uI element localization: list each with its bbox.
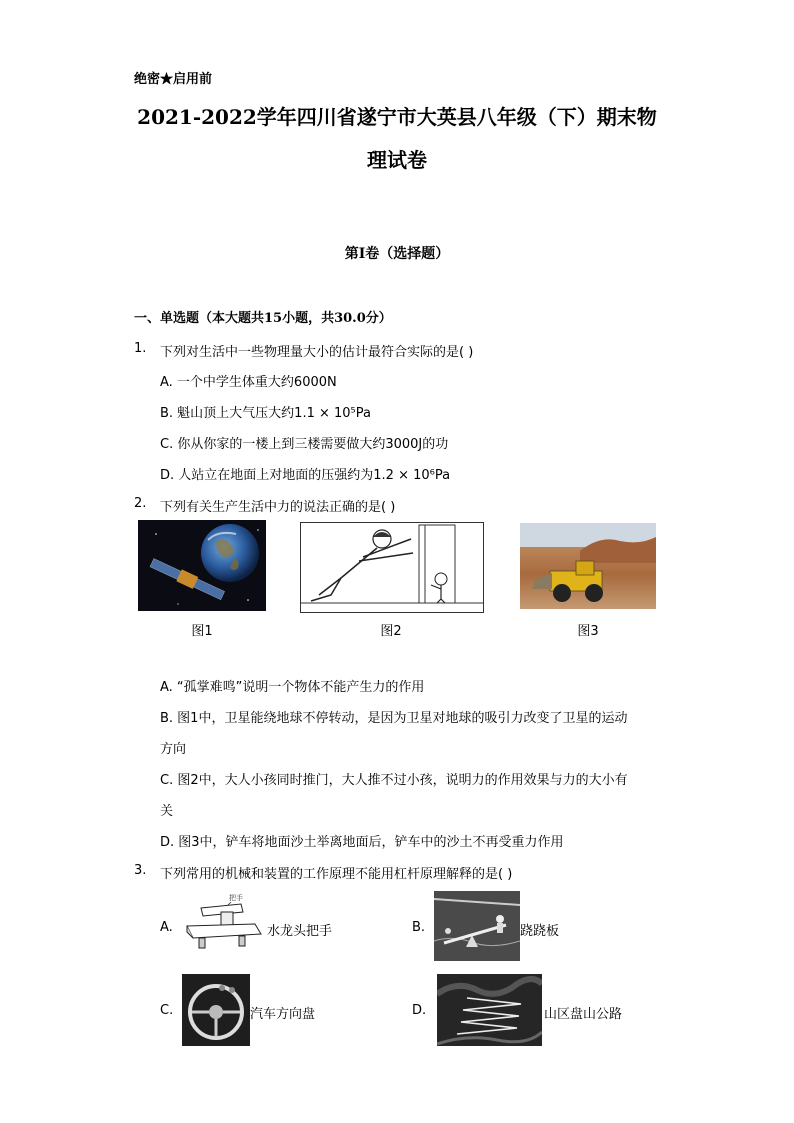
q3-option-c-letter: C. (160, 1003, 174, 1018)
handle-annotation: 把手 (229, 894, 243, 902)
q1-option-c: C. 你从你家的一楼上到三楼需要做大约3000J的功 (160, 437, 449, 452)
volume-heading: 第I卷（选择题） (344, 246, 450, 262)
figure-1-satellite-image (138, 520, 266, 611)
confidential-mark: 绝密★启用前 (134, 72, 213, 87)
q3-option-b-label: 跷跷板 (520, 924, 560, 939)
question-number: 1. (134, 341, 147, 356)
q2-option-c-cont: 关 (160, 804, 174, 819)
faucet-handle-image (181, 890, 267, 954)
mountain-road-image (437, 974, 542, 1046)
question-text: 下列对生活中一些物理量大小的估计最符合实际的是( ) (160, 345, 474, 360)
q1-option-b: B. 魁山顶上大气压大约1.1 × 10⁵Pa (160, 406, 371, 421)
q1-option-d: D. 人站立在地面上对地面的压强约为1.2 × 10⁶Pa (160, 468, 451, 483)
exam-title-line1: 2021-2022学年四川省遂宁市大英县八年级（下）期末物 (137, 105, 657, 129)
question-number: 2. (134, 496, 147, 511)
q3-option-d-letter: D. (412, 1003, 427, 1018)
question-number: 3. (134, 863, 147, 878)
steering-wheel-image (182, 974, 250, 1046)
figure-3-loader-image (520, 523, 656, 609)
q1-option-a: A. 一个中学生体重大约6000N (160, 375, 337, 390)
q3-option-a-letter: A. (160, 920, 173, 935)
figure-2-caption: 图2 (380, 624, 402, 639)
q3-option-c-label: 汽车方向盘 (250, 1007, 316, 1022)
q3-option-b-letter: B. (412, 920, 426, 935)
q3-option-d-label: 山区盘山公路 (544, 1007, 623, 1022)
section-heading: 一、单选题（本大题共15小题，共30.0分） (134, 311, 392, 326)
figure-3-caption: 图3 (577, 624, 599, 639)
question-text: 下列有关生产生活中力的说法正确的是( ) (160, 500, 396, 515)
q3-option-a-label: 水龙头把手 (267, 924, 333, 939)
q2-option-a: A. “孤掌难鸣”说明一个物体不能产生力的作用 (160, 680, 425, 695)
seesaw-image (434, 891, 520, 961)
q2-option-b: B. 图1中，卫星能绕地球不停转动，是因为卫星对地球的吸引力改变了卫星的运动 (160, 711, 628, 726)
figure-2-door-push-image (300, 522, 484, 613)
q2-option-b-cont: 方向 (160, 742, 187, 757)
figure-1-caption: 图1 (191, 624, 213, 639)
q2-option-c: C. 图2中，大人小孩同时推门，大人推不过小孩，说明力的作用效果与力的大小有 (160, 773, 628, 788)
question-text: 下列常用的机械和装置的工作原理不能用杠杆原理解释的是( ) (160, 867, 513, 882)
exam-title-line2: 理试卷 (367, 148, 427, 172)
q2-option-d: D. 图3中，铲车将地面沙土举离地面后，铲车中的沙土不再受重力作用 (160, 835, 564, 850)
